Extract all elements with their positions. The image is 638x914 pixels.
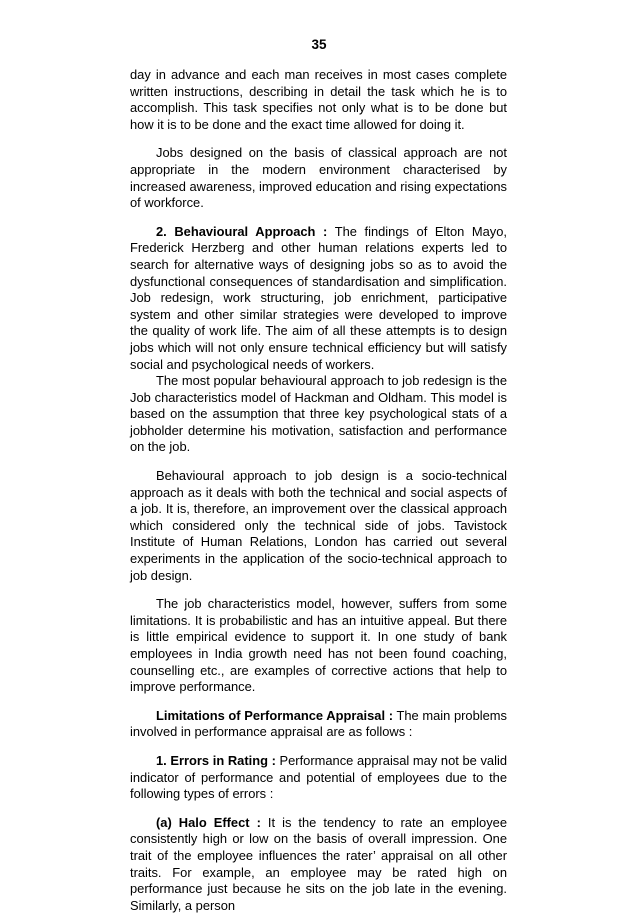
paragraph-text: Performance appraisal may not be valid indicator of performance and potential of employees due to the following types of errors : (130, 752, 508, 802)
paragraph (130, 753, 507, 803)
paragraph (130, 373, 507, 456)
paragraph-text: day in advance and each man receives in most cases complete written instructions, describing in detail the task which he is to accomplish. This task specifies not only what is to be done but how it is to be done and the exact time allowed for doing it. (130, 67, 507, 132)
paragraph-text: Jobs designed on the basis of classical approach are not appropriate in the modern environment characterised by increased awareness, improved education and rising expectations of workforce. (130, 145, 507, 211)
paragraph (130, 596, 507, 696)
paragraph (130, 468, 507, 584)
page-number: 35 (311, 37, 327, 52)
paragraph-heading: 1. Errors in Rating : (156, 752, 276, 768)
paragraph-text: The findings of Elton Mayo, Frederick Herzberg and other human relations experts led to search for alternative ways of designing jobs so as to avoid the dysfunctional consequences of standardisation and simplification. Job redesign, work structuring, job enrichment, participative system and other similar strategies were developed to improve the quality of work life. The aim of all these attempts is to design jobs which will not only ensure technical efficiency but will satisfy social and psychological needs of workers. (130, 223, 507, 372)
paragraph (130, 67, 507, 133)
paragraph-heading: (a) Halo Effect : (156, 814, 261, 830)
paragraph-text: The main problems involved in performance appraisal are as follows : (130, 707, 507, 740)
paragraph (130, 145, 507, 211)
paragraph-text: It is the tendency to rate an employee consistently high or low on the basis of overall impression. One trait of the employee influences the rater’ appraisal on all other traits. For example, an employee may be rated high on performance just because he sits on the job late in the evening. Similarly, a person (130, 814, 507, 913)
paragraph (130, 815, 507, 914)
paragraph-text: The most popular behavioural approach to job redesign is the Job characteristics model of Hackman and Oldham. This model is based on the assumption that three key psychological stats of a jobholder determine his motivation, satisfaction and performance on the job. (130, 373, 507, 455)
paragraph-heading: Limitations of Performance Appraisal : (156, 707, 394, 723)
paragraph-text: The job characteristics model, however, suffers from some limitations. It is probabilistic and has an intuitive appeal. But there is little empirical evidence to support it. In one study of bank employees in India growth need has not been found coaching, counselling etc., are examples of corrective actions that help to improve performance. (130, 596, 507, 695)
paragraph (130, 708, 507, 741)
paragraph-heading: 2. Behavioural Approach : (156, 223, 328, 239)
paragraph (130, 224, 507, 373)
page-body (130, 67, 507, 914)
paragraph-text: Behavioural approach to job design is a socio-technical approach as it deals with both the technical and social aspects of a job. It is, therefore, an improvement over the classical approach which considered only the technical side of jobs. Tavistock Institute of Human Relations, London has carried out several experiments in the application of the socio-technical approach to job design. (130, 468, 507, 583)
